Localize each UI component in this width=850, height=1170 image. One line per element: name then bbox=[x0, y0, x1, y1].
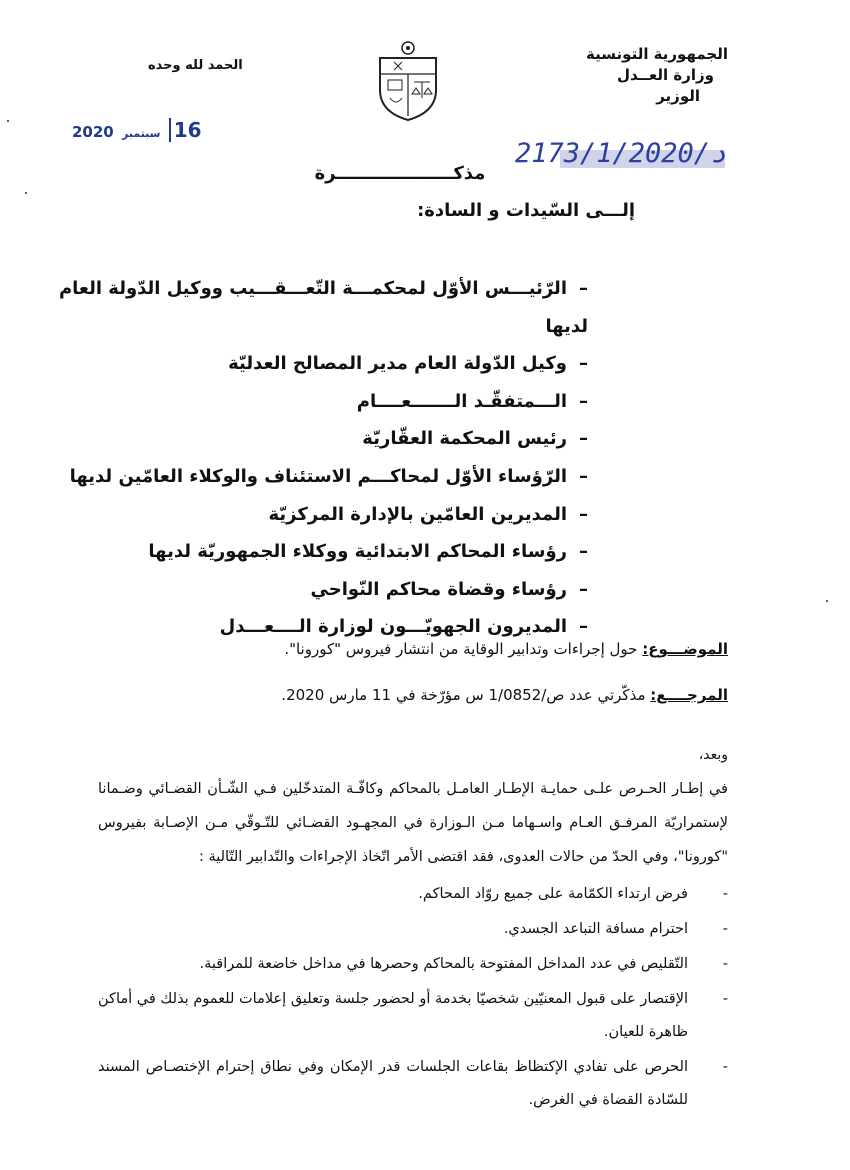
tunisia-coat-of-arms-icon bbox=[372, 40, 444, 122]
measure-item: - الإقتصار على قبول المعنيّين شخصيّا بخدمة أو لحضور جلسة وتعليق إعلامات للعموم بذلك في أماكن ظاهرة للعيان. bbox=[98, 983, 728, 1049]
recipients-list bbox=[48, 270, 588, 646]
ministry-name: وزارة العــدل bbox=[617, 66, 714, 84]
stamp-year: 2020 bbox=[72, 123, 114, 141]
measure-item: - التّقليص في عدد المداخل المفتوحة بالمحاكم وحصرها في مداخل خاضعة للمراقبة. bbox=[98, 948, 728, 981]
memo-title: مذكـــــــــــــــــــرة bbox=[314, 163, 486, 184]
stamp-day: 16 bbox=[169, 118, 202, 142]
letterhead bbox=[528, 44, 728, 107]
scan-speck bbox=[826, 600, 828, 602]
scan-speck bbox=[7, 120, 9, 122]
recipient-item: – الرّئيـــس الأوّل لمحكمـــة التّعـــقـــيب ووكيل الدّولة العام لديها bbox=[48, 270, 588, 345]
measure-item: - احترام مسافة التباعد الجسدي. bbox=[98, 913, 728, 946]
recipient-item: – المديرين العامّين بالإدارة المركزيّة bbox=[48, 496, 588, 534]
subject-text: حول إجراءات وتدابير الوقاية من انتشار فيروس "كورونا". bbox=[284, 640, 638, 658]
addressee-line: إلـــى السّيدات و السادة: bbox=[417, 200, 635, 221]
recipient-item: – المديرون الجهويّـــون لوزارة الــــعـــدل bbox=[48, 608, 588, 646]
reference-text: مذكّرتي عدد ص/1/0852 س مؤرّخة في 11 مارس 2020. bbox=[281, 686, 646, 704]
subject-line bbox=[108, 640, 728, 658]
date-stamp bbox=[72, 118, 202, 142]
minister-title: الوزير bbox=[656, 87, 700, 105]
republic-name: الجمهورية التونسية bbox=[586, 45, 728, 63]
basmala: الحمد لله وحده bbox=[148, 58, 243, 73]
recipient-item: – وكيل الدّولة العام مدير المصالح العدليّة bbox=[48, 345, 588, 383]
recipient-item: – الـــمتفقّـد الـــــــعــــام bbox=[48, 383, 588, 421]
recipient-item: – رؤساء وقضاة محاكم النّواحي bbox=[48, 571, 588, 609]
measure-item: - فرض ارتداء الكمّامة على جميع روّاد المحاكم. bbox=[98, 878, 728, 911]
recipient-item: – رؤساء المحاكم الابتدائية ووكلاء الجمهوريّة لديها bbox=[48, 533, 588, 571]
reference-line bbox=[108, 686, 728, 704]
reference-number: 2173/1/2020/د bbox=[515, 138, 727, 169]
body-paragraph: في إطـار الحـرص علـى حمايـة الإطـار العامـل بالمحاكم وكافّـة المتدخّلين فـي الشّـأن القضـائي وضـمانا لإستمراريّة المرفـق العـام واسـهاما مـن الـوزارة في المجهـود القضـائي للتّـوقّي مـن الإصـابة بفيروس "كورونا"، وفي الحدّ من حالات العدوى، فقد اقتضى الأمر اتّخاذ الإجراءات والتّدابير التّالية : bbox=[98, 781, 728, 865]
opening-phrase: وبعد، bbox=[698, 747, 728, 763]
measure-item: - الحرص على تفادي الإكتظاظ بقاعات الجلسات قدر الإمكان وفي نطاق إحترام الإختصـاص المسند للسّادة القضاة في الغرض. bbox=[98, 1051, 728, 1117]
stamp-month: سبتمبر bbox=[121, 127, 161, 140]
reference-label: المرجــــع: bbox=[650, 686, 728, 704]
recipient-item: – الرّؤساء الأوّل لمحاكـــم الاستئناف والوكلاء العامّين لديها bbox=[48, 458, 588, 496]
recipient-item: – رئيس المحكمة العقّاريّة bbox=[48, 420, 588, 458]
scan-speck bbox=[25, 192, 27, 194]
subject-label: الموضـــوع: bbox=[642, 640, 728, 658]
measures-list bbox=[98, 878, 728, 1119]
